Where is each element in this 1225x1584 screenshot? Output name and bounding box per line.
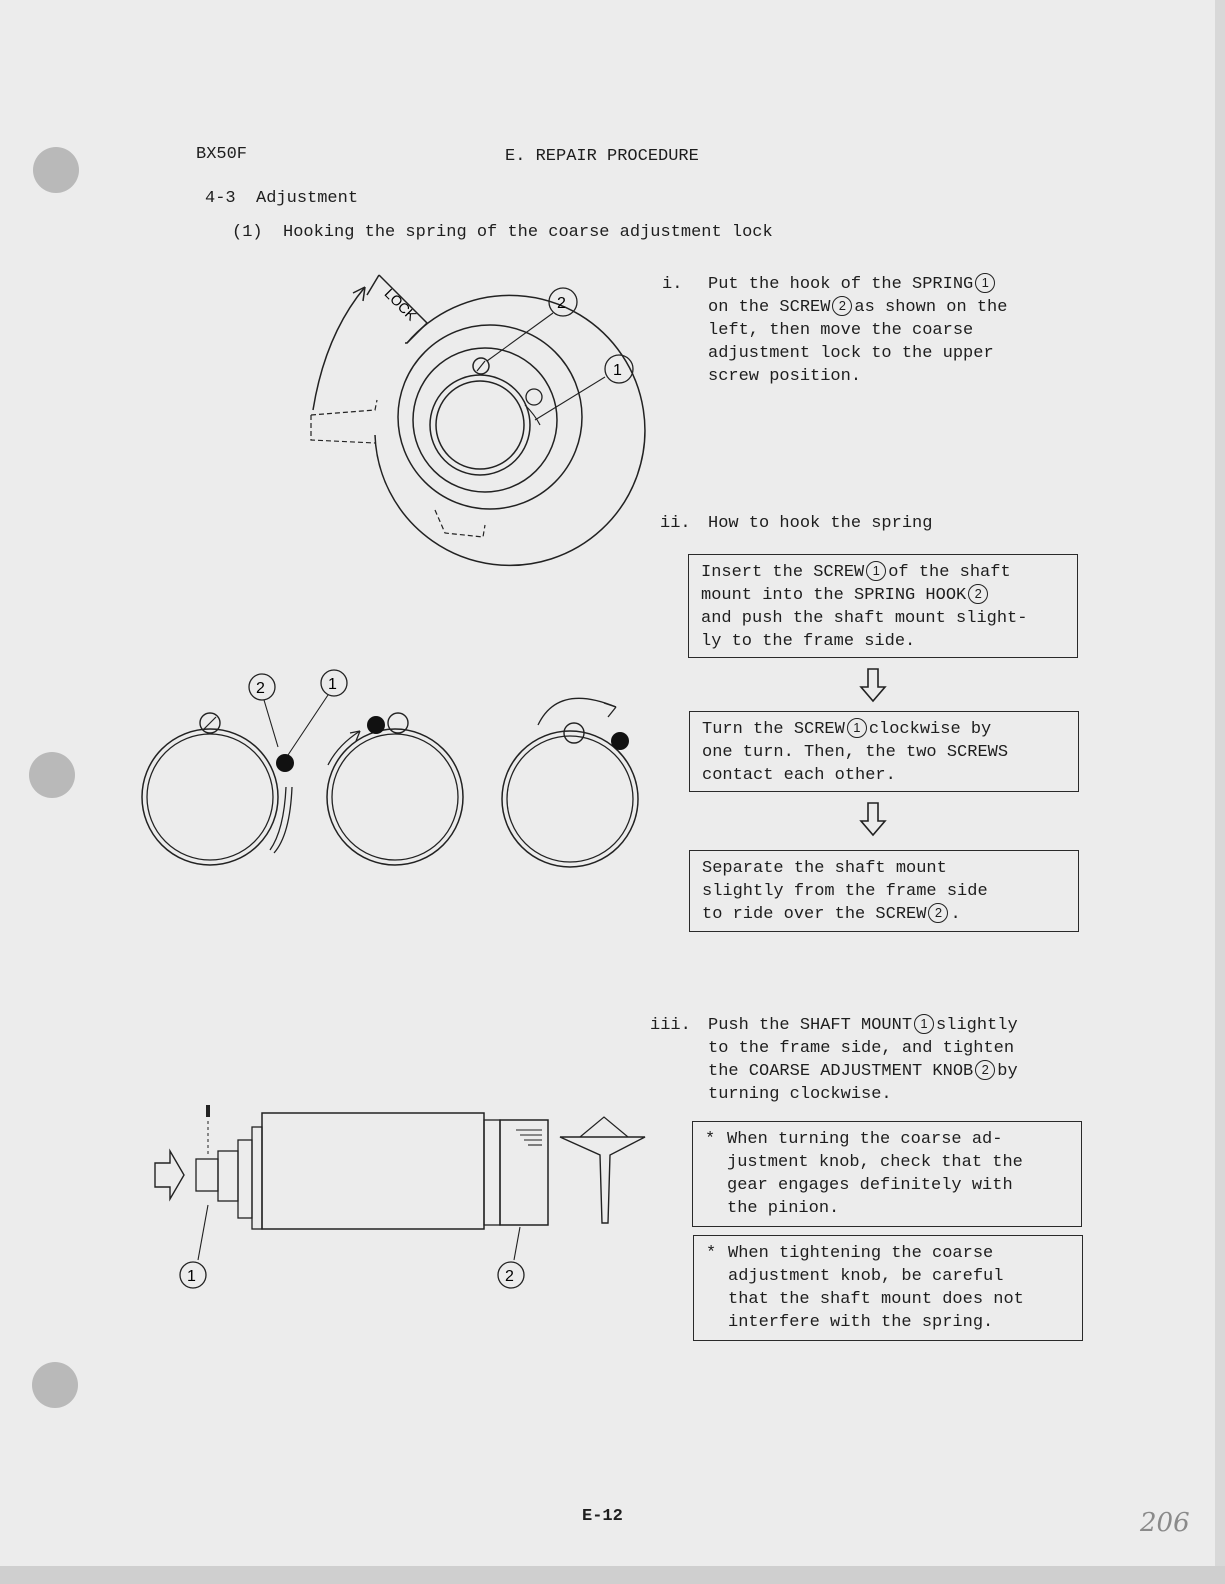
down-arrow-icon: [858, 667, 888, 703]
model-label: BX50F: [196, 145, 248, 164]
page-edge-right: [1215, 0, 1225, 1584]
page-number: E-12: [582, 1507, 623, 1526]
subsection-heading: (1) Hooking the spring of the coarse adjustment lock: [232, 223, 773, 242]
handwritten-sheet-number: 206: [1140, 1508, 1190, 1538]
binder-hole-middle: [29, 752, 75, 798]
note-box-1: * When turning the coarse ad- justment knob, check that the gear engages definitely with the pinion.: [692, 1121, 1082, 1227]
spring-hook-sequence-diagram: [138, 665, 658, 880]
instruction-box-1: Insert the SCREW 1 of the shaft mount into the SPRING HOOK 2 and push the shaft mount slight- ly to the frame side.: [688, 554, 1078, 658]
page-title: E. REPAIR PROCEDURE: [505, 147, 699, 166]
svg-text:2: 2: [505, 1268, 514, 1285]
step-iii-marker: iii.: [650, 1016, 691, 1035]
shaft-mount-diagram: [150, 1095, 650, 1295]
svg-text:1: 1: [613, 362, 622, 379]
svg-text:1: 1: [328, 676, 337, 693]
svg-text:1: 1: [187, 1268, 196, 1285]
lock-diagram: [295, 265, 645, 555]
section-heading: 4-3 Adjustment: [205, 189, 359, 208]
binder-hole-top: [33, 147, 79, 193]
page-edge-bottom: [0, 1566, 1225, 1584]
step-i-marker: i.: [662, 275, 683, 294]
down-arrow-icon: [858, 801, 888, 837]
step-ii-title: How to hook the spring: [708, 514, 933, 533]
note-box-2: * When tightening the coarse adjustment knob, be careful that the shaft mount does not interfere with the spring.: [693, 1235, 1083, 1341]
binder-hole-bottom: [32, 1362, 78, 1408]
step-ii-marker: ii.: [660, 514, 691, 533]
step-iii-text: Push the SHAFT MOUNT 1 slightly to the frame side, and tighten the COARSE ADJUSTMENT KNOB 2 by turning clockwise.: [708, 1016, 1018, 1104]
lock-label: LOCK: [381, 285, 420, 324]
svg-text:2: 2: [256, 680, 265, 697]
instruction-box-3: Separate the shaft mount slightly from the frame side to ride over the SCREW 2 .: [689, 850, 1079, 932]
instruction-box-2: Turn the SCREW 1 clockwise by one turn. Then, the two SCREWS contact each other.: [689, 711, 1079, 792]
svg-text:2: 2: [557, 295, 566, 312]
step-i-text: Put the hook of the SPRING 1 on the SCREW 2 as shown on the left, then move the coarse adjustment lock to the upper screw position.: [708, 275, 1008, 386]
